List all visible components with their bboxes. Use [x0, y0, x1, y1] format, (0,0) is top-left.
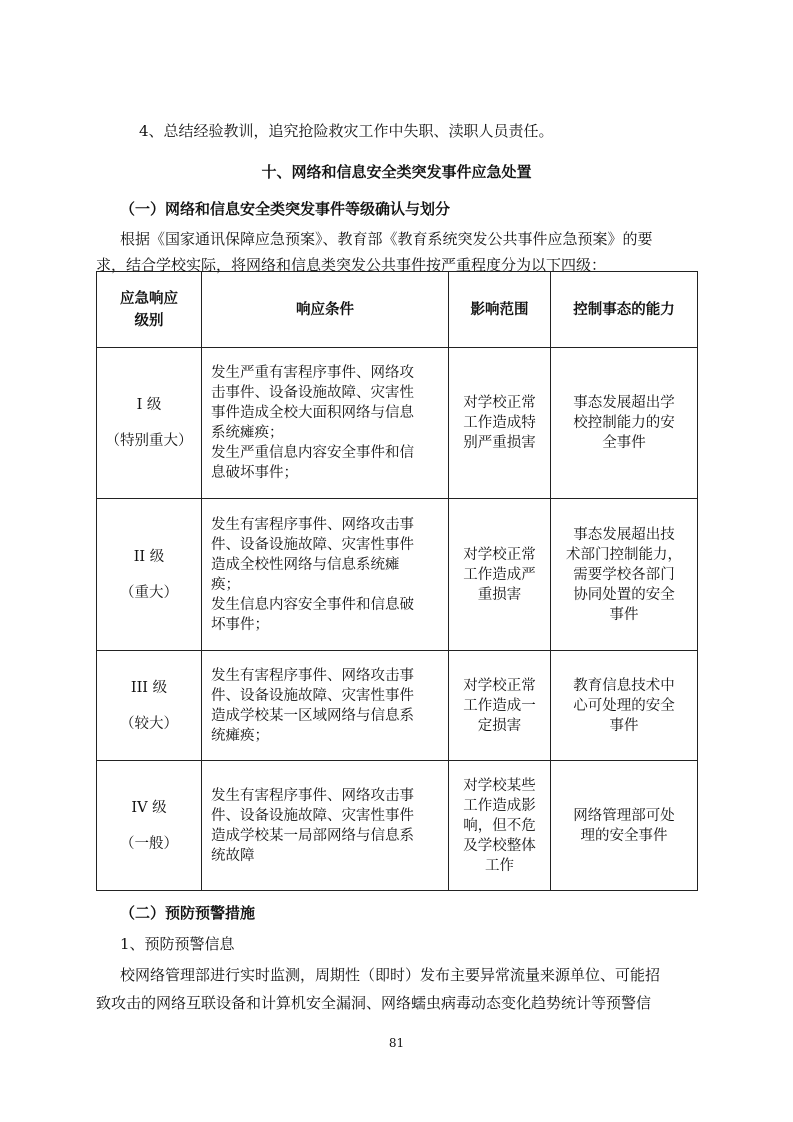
condition-cell: 发生有害程序事件、网络攻击事 件、设备设施故障、灾害性事件 造成学校某一局部网络与信息系 统故障	[202, 761, 449, 891]
table-row	[97, 348, 698, 499]
header-capability: 控制事态的能力	[551, 272, 698, 348]
paragraph-summary: 4、总结经验教训，追究抢险救灾工作中失职、渎职人员责任。	[139, 122, 554, 140]
paragraph-warning-line1: 校网络管理部进行实时监测，周期性（即时）发布主要异常流量来源单位、可能招	[120, 966, 661, 984]
subsection-heading-2: （二）预防预警措施	[120, 904, 256, 922]
scope-cell: 对学校正常 工作造成特 别严重损害	[449, 348, 551, 499]
level-cell: III 级 （较大）	[97, 651, 202, 761]
table-row	[97, 499, 698, 651]
capability-cell: 教育信息技术中 心可处理的安全 事件	[551, 651, 698, 761]
capability-cell: 事态发展超出技 术部门控制能力， 需要学校各部门 协同处置的安全 事件	[551, 499, 698, 651]
level-cell: I 级 （特别重大）	[97, 348, 202, 499]
condition-cell: 发生严重有害程序事件、网络攻 击事件、设备设施故障、灾害性 事件造成全校大面积网络与信息 系统瘫痪； 发生严重信息内容安全事件和信 息破坏事件；	[202, 348, 449, 499]
paragraph-intro-line1: 根据《国家通讯保障应急预案》、教育部《教育系统突发公共事件应急预案》的要	[120, 230, 653, 248]
level-cell: II 级 （重大）	[97, 499, 202, 651]
table-row	[97, 761, 698, 891]
capability-cell: 网络管理部可处 理的安全事件	[551, 761, 698, 891]
scope-cell: 对学校某些 工作造成影 响，但不危 及学校整体 工作	[449, 761, 551, 891]
condition-cell: 发生有害程序事件、网络攻击事 件、设备设施故障、灾害性事件 造成全校性网络与信息系统瘫 痪； 发生信息内容安全事件和信息破 坏事件；	[202, 499, 449, 651]
capability-cell: 事态发展超出学 校控制能力的安 全事件	[551, 348, 698, 499]
table-row	[97, 651, 698, 761]
level-cell: IV 级 （一般）	[97, 761, 202, 891]
paragraph-warning-line2: 致攻击的网络互联设备和计算机安全漏洞、网络蠕虫病毒动态变化趋势统计等预警信	[96, 994, 652, 1012]
section-heading: 十、网络和信息安全类突发事件应急处置	[261, 163, 532, 181]
subsection-heading-1: （一）网络和信息安全类突发事件等级确认与划分	[120, 200, 451, 218]
header-condition: 响应条件	[202, 272, 449, 348]
paragraph-warning-title: 1、预防预警信息	[120, 935, 235, 953]
header-scope: 影响范围	[449, 272, 551, 348]
condition-cell: 发生有害程序事件、网络攻击事 件、设备设施故障、灾害性事件 造成学校某一区域网络与信息系 统瘫痪；	[202, 651, 449, 761]
scope-cell: 对学校正常 工作造成严 重损害	[449, 499, 551, 651]
header-level: 应急响应 级别	[97, 272, 202, 348]
page-number: 81	[388, 1036, 405, 1050]
incident-level-table	[96, 271, 698, 891]
paragraph-intro-line2: 求，结合学校实际，将网络和信息类突发公共事件按严重程度分为以下四级：	[96, 256, 607, 274]
table-header-row	[97, 272, 698, 348]
scope-cell: 对学校正常 工作造成一 定损害	[449, 651, 551, 761]
